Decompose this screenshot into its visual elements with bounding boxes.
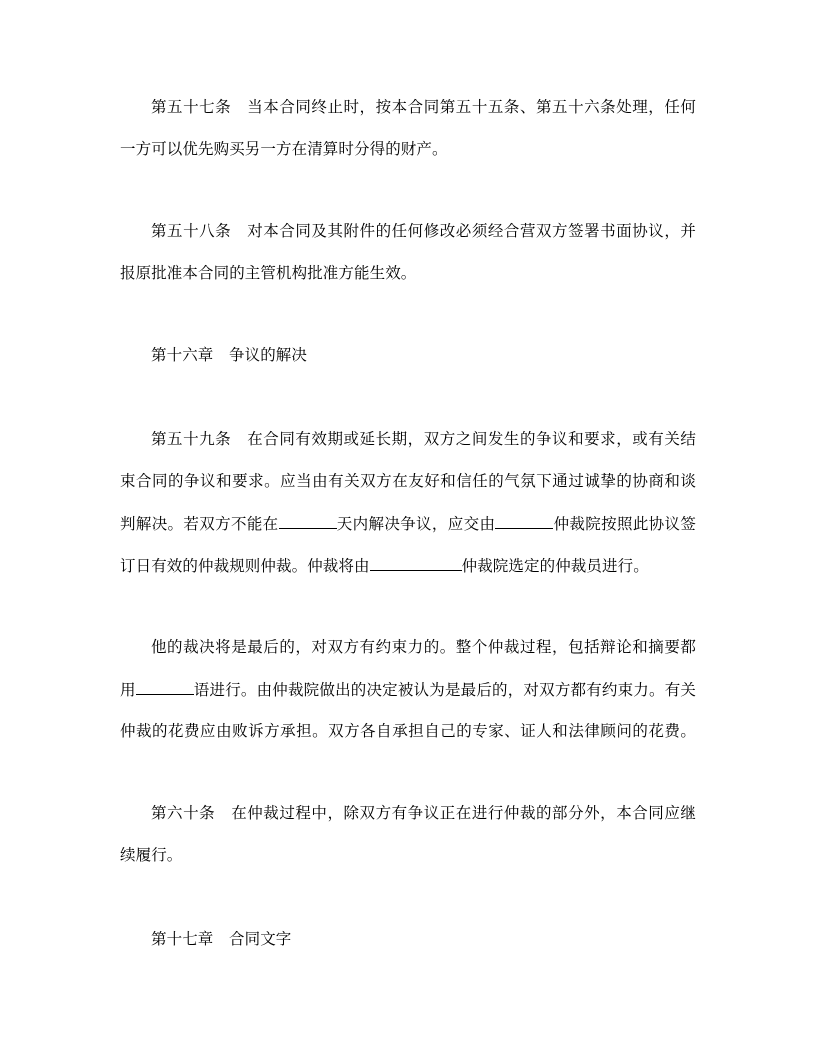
article-59-line-3-part-a: 判解决。若双方不能在 — [120, 515, 279, 533]
article-59-line-4-part-b: 仲裁院选定的仲裁员进行。 — [461, 557, 649, 575]
article-60-line-2: 续履行。 — [120, 846, 183, 864]
article-58-line-2: 报原批准本合同的主管机构批准方能生效。 — [120, 264, 417, 282]
article-59-line-1: 第五十九条 在合同有效期或延长期，双方之间发生的争议和要求，或有关结 — [151, 430, 696, 448]
article-59-line-4-part-a: 订日有效的仲裁规则仲裁。仲裁将由 — [120, 557, 370, 575]
article-59-line-4 — [120, 555, 696, 575]
article-58-line-1: 第五十八条 对本合同及其附件的任何修改必须经合营双方签署书面协议，并 — [151, 222, 696, 240]
award-paragraph-line-2-part-b: 语进行。由仲裁院做出的决定被认为是最后的，对双方都有约束力。有关 — [193, 681, 696, 699]
chapter-17-heading: 第十七章 合同文字 — [151, 930, 292, 948]
award-paragraph-line-1: 他的裁决将是最后的，对双方有约束力的。整个仲裁过程，包括辩论和摘要都 — [151, 638, 696, 656]
article-59-line-3-part-c: 仲裁院按照此协议签 — [553, 515, 696, 533]
article-59-line-3 — [120, 513, 696, 533]
chapter-16-heading: 第十六章 争议的解决 — [151, 346, 308, 364]
article-60-line-1: 第六十条 在仲裁过程中，除双方有争议正在进行仲裁的部分外，本合同应继 — [151, 804, 696, 822]
article-59-line-2: 束合同的争议和要求。应当由有关双方在友好和信任的气氛下通过诚挚的协商和谈 — [120, 472, 696, 490]
article-59-line-3-part-b: 天内解决争议，应交由 — [336, 515, 496, 533]
blank-days — [279, 513, 337, 529]
blank-language — [136, 679, 194, 695]
blank-arbitrator-institution — [370, 555, 462, 571]
award-paragraph-line-3: 仲裁的花费应由败诉方承担。双方各自承担自己的专家、证人和法律顾问的花费。 — [120, 722, 696, 740]
article-57-line-1: 第五十七条 当本合同终止时，按本合同第五十五条、第五十六条处理，任何 — [151, 98, 696, 116]
blank-arbitration-institution — [495, 513, 553, 529]
award-paragraph-line-2 — [120, 679, 696, 699]
award-paragraph-line-2-part-a: 用 — [120, 681, 136, 699]
article-57-line-2: 一方可以优先购买另一方在清算时分得的财产。 — [120, 140, 448, 158]
